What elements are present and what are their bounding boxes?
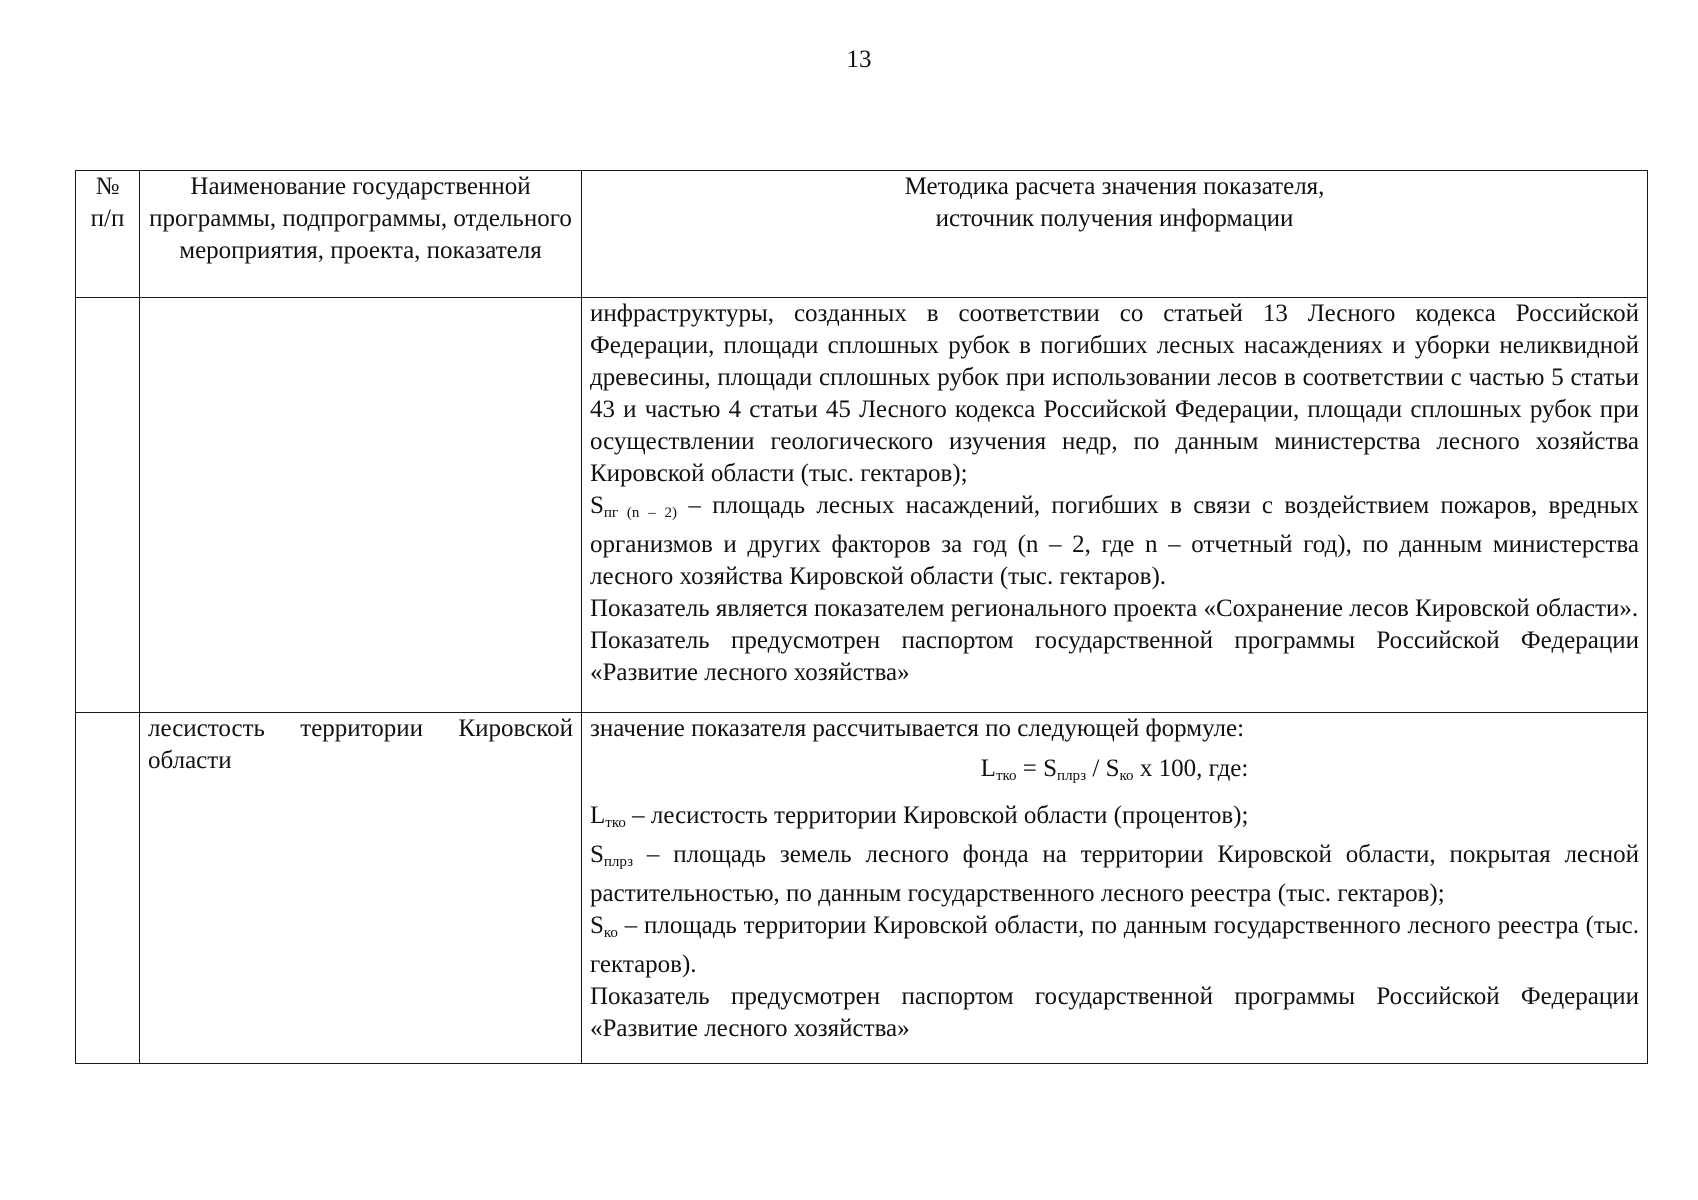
header-number-column	[76, 171, 140, 298]
header-method-line2: источник получения информации	[935, 205, 1294, 232]
variable-symbol: S	[590, 492, 604, 519]
indicator-methodology-table	[75, 170, 1648, 1064]
header-number-label: № п/п	[90, 173, 125, 232]
variable-definition-paragraph	[590, 910, 1639, 981]
variable-definition: – площадь земель лесного фонда на территории Кировской области, покрытая лесной растительностью, по данным государственного лесного реестра (тыс. гектаров);	[590, 841, 1639, 907]
method-intro: значение показателя рассчитывается по следующей формуле:	[590, 715, 1245, 742]
variable-definition-paragraph	[590, 839, 1639, 910]
variable-subscript: ко	[603, 925, 618, 941]
row-number-cell	[76, 298, 140, 713]
table-row	[76, 713, 1648, 1064]
row-number-cell	[76, 713, 140, 1064]
row-name-cell	[140, 713, 582, 1064]
variable-definition-paragraph	[590, 800, 1639, 839]
variable-definition: – площадь лесных насаждений, погибших в связи с воздействием пожаров, вредных организмов и других факторов за год (n – 2, где n – отчетный год), по данным министерства лесного хозяйства Кировской области (тыс. гектаров).	[590, 492, 1640, 590]
formula	[590, 753, 1639, 792]
header-method-column	[582, 171, 1648, 298]
variable-definition: – лесистость территории Кировской области (процентов);	[625, 802, 1249, 829]
formula-subscript: тко	[995, 768, 1017, 784]
formula-operator: / S	[1086, 755, 1120, 782]
formula-symbol: L	[980, 755, 996, 782]
header-name-label: Наименование государственной программы, подпрограммы, отдельного мероприятия, проекта, показателя	[149, 173, 572, 264]
formula-tail: x 100, где:	[1133, 755, 1249, 782]
method-paragraph: Показатель предусмотрен паспортом государственной программы Российской Федерации «Развитие лесного хозяйства»	[590, 983, 1639, 1042]
formula-subscript: ко	[1119, 768, 1134, 784]
variable-symbol: S	[590, 841, 604, 868]
formula-operator: = S	[1016, 755, 1058, 782]
indicator-name: лесистость территории Кировской области	[148, 715, 573, 774]
method-paragraph	[590, 490, 1639, 593]
formula-subscript: плрз	[1057, 768, 1087, 784]
header-name-column	[140, 171, 582, 298]
variable-symbol: S	[590, 912, 604, 939]
row-name-cell	[140, 298, 582, 713]
method-paragraph: Показатель является показателем регионального проекта «Сохранение лесов Кировской области».	[590, 595, 1639, 622]
row-method-cell	[582, 713, 1648, 1064]
method-paragraph: инфраструктуры, созданных в соответствии со статьей 13 Лесного кодекса Российской Федерации, площади сплошных рубок в погибших лесных насаждениях и уборки неликвидной древесины, площади сплошных рубок при использовании лесов в соответствии с частью 5 статьи 43 и частью 4 статьи 45 Лесного кодекса Российской Федерации, площади сплошных рубок при осуществлении геологического изучения недр, по данным министерства лесного хозяйства Кировской области (тыс. гектаров);	[590, 300, 1639, 487]
variable-subscript: пг (n – 2)	[603, 505, 678, 521]
page-number: 13	[846, 46, 872, 73]
row-method-cell	[582, 298, 1648, 713]
header-method-line1: Методика расчета значения показателя,	[904, 173, 1325, 200]
table-header-row	[76, 171, 1648, 298]
variable-definition: – площадь территории Кировской области, по данным государственного лесного реестра (тыс. гектаров).	[590, 912, 1639, 978]
table-row	[76, 298, 1648, 713]
variable-subscript: плрз	[603, 854, 634, 870]
variable-symbol: L	[590, 802, 606, 829]
variable-subscript: тко	[605, 815, 626, 831]
method-paragraph: Показатель предусмотрен паспортом государственной программы Российской Федерации «Развитие лесного хозяйства»	[590, 627, 1639, 686]
